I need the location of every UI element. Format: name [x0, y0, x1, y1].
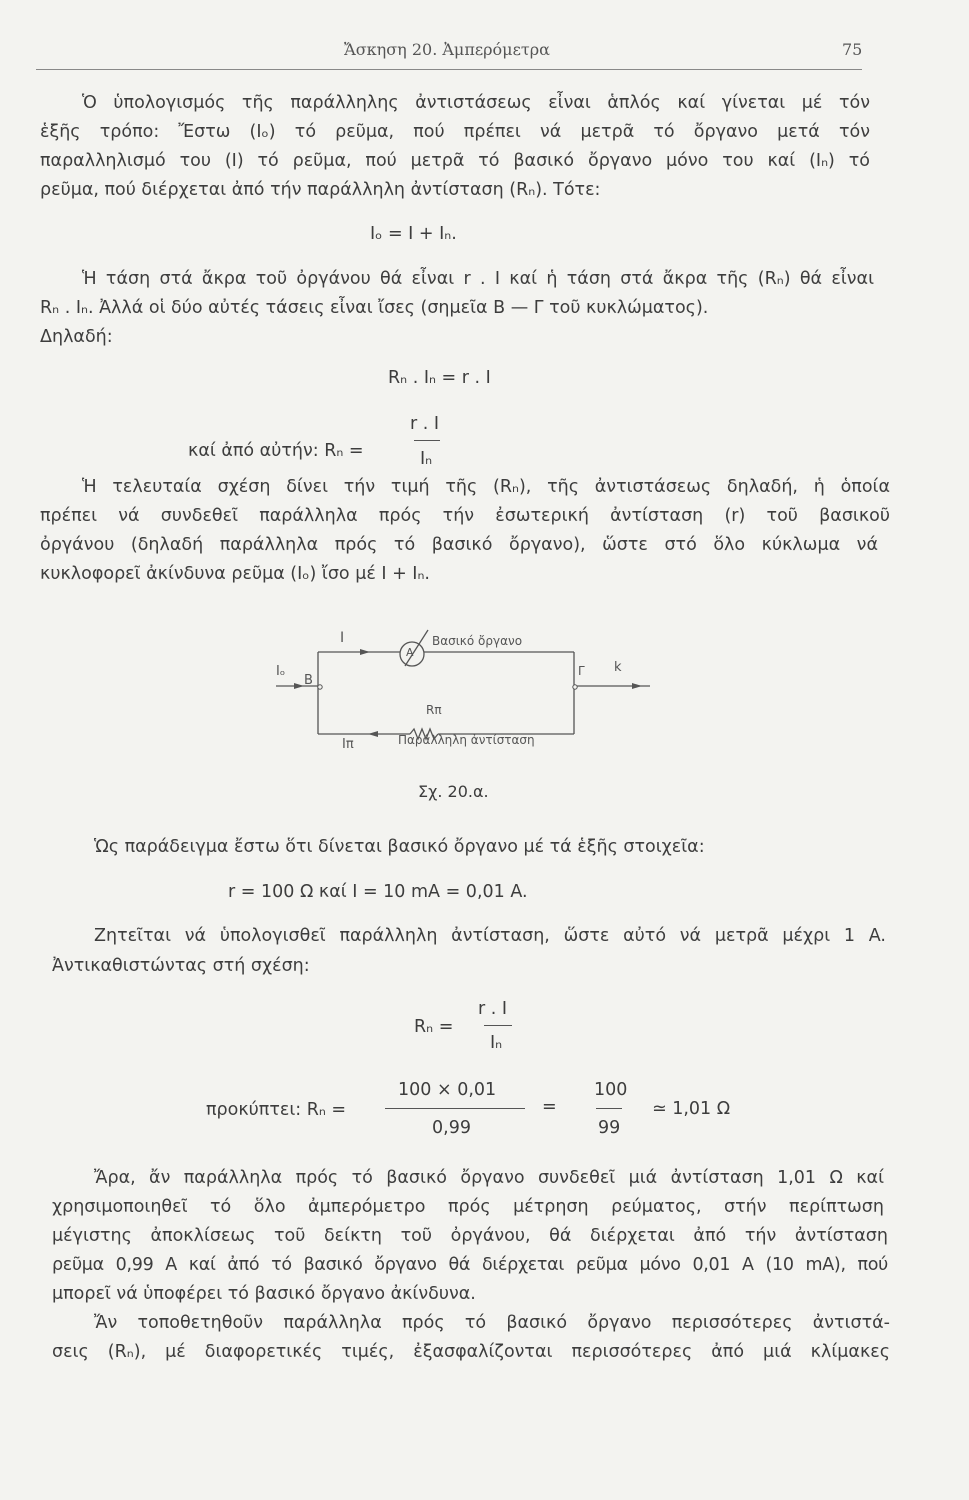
node-b-terminal: [318, 685, 322, 689]
label-ammeter: A: [406, 646, 414, 659]
paragraph-1-line-1: Ὁ ὑπολογισμός τῆς παράλληλης ἀντιστάσεως εἶναι ἁπλός καί γίνεται μέ τόν: [82, 93, 870, 113]
equation-rp-prefix: καί ἀπό αὐτήν: Rₙ =: [188, 441, 364, 461]
paragraph-4-line-1: Ἄρα, ἄν παράλληλα πρός τό βασικό ὄργανο συνδεθεῖ μιά ἀντίσταση 1,01 Ω καί: [94, 1168, 884, 1188]
equation-rp-numerator: r . I: [410, 414, 440, 434]
paragraph-5-line-1: Ἄν τοποθετηθοῦν παράλληλα πρός τό βασικό ὄργανο περισσότερες ἀντιστά-: [94, 1313, 890, 1333]
paragraph-3-line-3: ὀργάνου (δηλαδή παράλληλα πρός τό βασικό ὄργανο), ὥστε στό ὅλο κύκλωμα νά: [40, 535, 878, 555]
paragraph-4-line-4: ρεῦμα 0,99 A καί ἀπό τό βασικό ὄργανο θά διέρχεται ρεῦμα μόνο 0,01 A (10 mA), πού: [52, 1255, 888, 1275]
label-current-k: k: [614, 660, 622, 675]
ip-arrow: [368, 731, 378, 737]
equation-rp-general-prefix: Rₙ =: [414, 1017, 454, 1037]
example-given-values: r = 100 Ω καί I = 10 mA = 0,01 A.: [228, 882, 528, 902]
equation-result-prefix: προκύπτει: Rₙ =: [206, 1100, 347, 1120]
paragraph-1-line-2: ἑξῆς τρόπο: Ἔστω (Iₒ) τό ρεῦμα, πού πρέπει νά μετρᾶ τό ὄργανο μετά τόν: [40, 122, 870, 142]
equation-result-numerator-2: 100: [594, 1080, 628, 1100]
example-task-line-2: Ἀντικαθιστώντας στή σχέση:: [52, 956, 310, 976]
equation-rp-denominator: Iₙ: [420, 449, 433, 469]
label-current-ip: Iπ: [342, 737, 354, 752]
k-arrow: [632, 683, 642, 689]
paragraph-4-line-2: χρησιμοποιηθεῖ τό ὅλο ἀμπερόμετρο πρός μέτρηση ρεύματος, στήν περίπτωση: [52, 1197, 884, 1217]
i0-arrow: [294, 683, 304, 689]
paragraph-1-line-3: παραλληλισμό του (I) τό ρεῦμα, πού μετρᾶ τό βασικό ὄργανο μόνο του καί (Iₙ) τό: [40, 151, 870, 171]
paragraph-4-line-5: μπορεῖ νά ὑποφέρει τό βασικό ὄργανο ἀκίνδυνα.: [52, 1284, 476, 1304]
equation-result-value: ≃ 1,01 Ω: [652, 1099, 731, 1119]
label-parallel-resistor: Παράλληλη ἀντίσταση: [398, 733, 535, 747]
equation-result-denominator-2: 99: [598, 1118, 621, 1138]
label-current-i: I: [340, 630, 345, 646]
example-task-line-1: Ζητεῖται νά ὑπολογισθεῖ παράλληλη ἀντίσταση, ὥστε αὐτό νά μετρᾶ μέχρι 1 A.: [94, 926, 886, 946]
paragraph-3-line-4: κυκλοφορεῖ ἀκίνδυνα ρεῦμα (Iₒ) ἴσο μέ I + Iₙ.: [40, 564, 430, 584]
figure-caption: Σχ. 20.α.: [418, 782, 489, 801]
equation-result-denominator-1: 0,99: [432, 1118, 471, 1138]
equation-result-fraction-bar-2: [596, 1108, 622, 1109]
equation-rp-general-numerator: r . I: [478, 999, 508, 1019]
paragraph-3-line-2: πρέπει νά συνδεθεῖ παράλληλα πρός τήν ἐσωτερική ἀντίσταση (r) τοῦ βασικοῦ: [40, 506, 890, 526]
equation-result-fraction-bar-1: [385, 1108, 525, 1109]
equation-current-sum: Iₒ = I + Iₙ.: [370, 224, 457, 244]
paragraph-2-line-1: Ἡ τάση στά ἄκρα τοῦ ὀργάνου θά εἶναι r . I καί ἡ τάση στά ἄκρα τῆς (Rₙ) θά εἶναι: [82, 269, 874, 289]
label-current-i0: Iₒ: [276, 664, 286, 679]
equation-voltage-equality: Rₙ . Iₙ = r . I: [388, 368, 491, 388]
paragraph-5-line-2: σεις (Rₙ), μέ διαφορετικές τιμές, ἐξασφαλίζονται περισσότερες ἀπό μιά κλίμακες: [52, 1342, 890, 1362]
paragraph-3-line-1: Ἡ τελευταία σχέση δίνει τήν τιμή τῆς (Rₙ), τῆς ἀντιστάσεως δηλαδή, ἡ ὁποία: [82, 477, 890, 497]
paragraph-1-line-4: ρεῦμα, πού διέρχεται ἀπό τήν παράλληλη ἀντίσταση (Rₙ). Τότε:: [40, 180, 601, 200]
page-number: 75: [842, 40, 863, 59]
running-header-title: Ἄσκηση 20. Ἀμπερόμετρα: [344, 40, 550, 59]
label-basic-instrument: Βασικό ὄργανο: [432, 634, 523, 648]
example-intro: Ὡς παράδειγμα ἔστω ὅτι δίνεται βασικό ὄργανο μέ τά ἑξῆς στοιχεῖα:: [94, 837, 705, 857]
paragraph-4-line-3: μέγιστης ἀποκλίσεως τοῦ δείκτη τοῦ ὀργάνου, θά διέρχεται ἀπό τήν ἀντίσταση: [52, 1226, 888, 1246]
equation-rp-general-denominator: Iₙ: [490, 1033, 503, 1053]
node-g-terminal: [573, 685, 577, 689]
label-resistor: Rπ: [426, 703, 442, 717]
label-node-b: B: [304, 673, 313, 688]
equation-rp-general-fraction-bar: [484, 1025, 512, 1026]
i-arrow: [360, 649, 370, 655]
equation-result-numerator-1: 100 × 0,01: [398, 1080, 497, 1100]
label-node-g: Γ: [578, 664, 585, 678]
paragraph-2-line-2: Rₙ . Iₙ. Ἀλλά οἱ δύο αὐτές τάσεις εἶναι ἴσες (σημεῖα Β — Γ τοῦ κυκλώματος).: [40, 298, 709, 318]
paragraph-2-line-3: Δηλαδή:: [40, 327, 113, 347]
equation-result-equals: =: [542, 1097, 557, 1117]
